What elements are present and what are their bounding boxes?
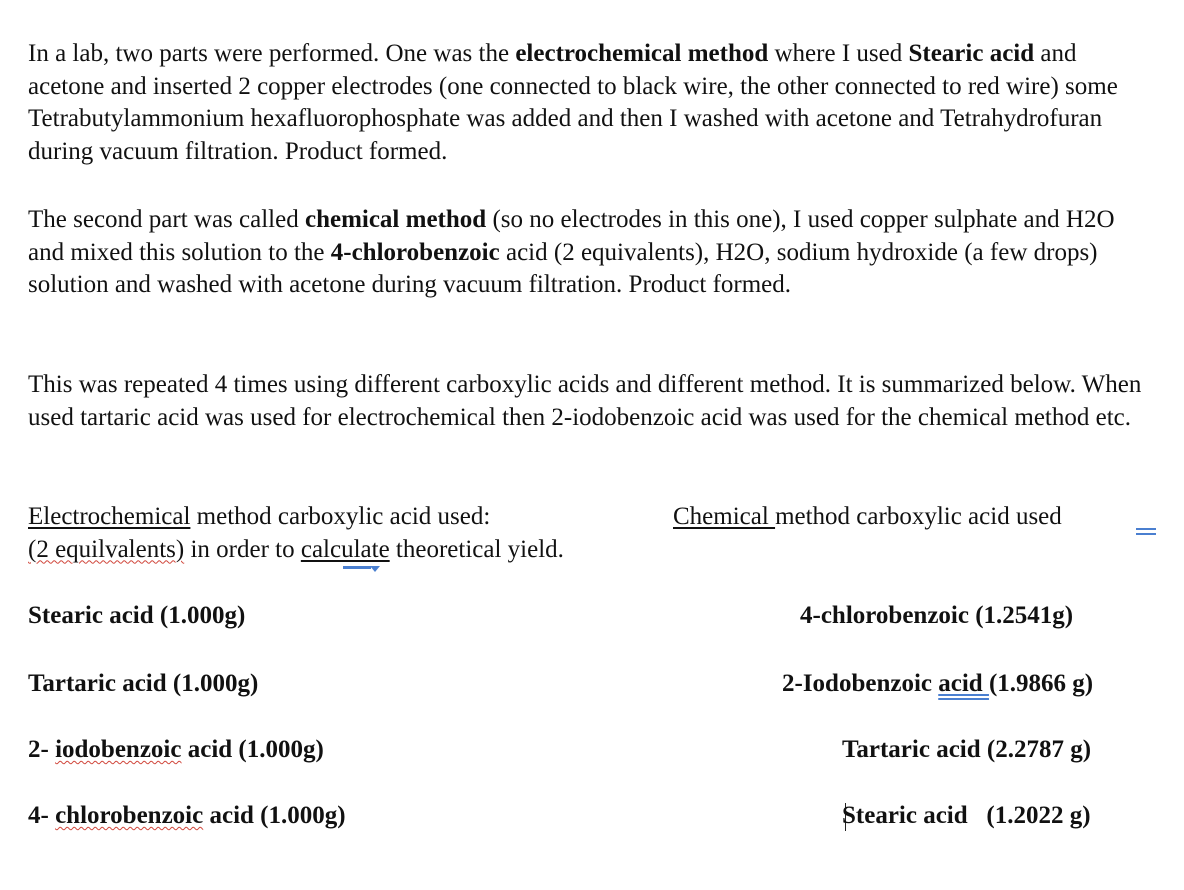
text-span: (so no electrodes in this one), I used copper sulphate and H2O and mixed this solution to the (28, 206, 1115, 266)
spellcheck-flagged-equivalents[interactable]: (2 equilvalents) (28, 535, 185, 563)
format-mark[interactable] (1136, 528, 1156, 530)
paragraph-electrochemical-intro (28, 38, 1148, 168)
text-span: The second part was called (28, 206, 305, 233)
text-span: acid (1.000g) (181, 736, 324, 763)
bold-term-electrochemical-method: electrochemical method (515, 40, 769, 67)
text-span: acid (2 equivalents), H2O, sodium hydroxide (a few drops) solution and washed with acetone during vacuum filtration. Product formed. (28, 238, 1098, 298)
left-row-tartaric: Tartaric acid (1.000g) (28, 670, 259, 697)
left-column-header (28, 501, 564, 566)
format-mark[interactable] (1136, 533, 1156, 535)
right-row-stearic: Stearic acid (1.2022 g) (842, 802, 1091, 829)
bold-term-chemical-method: chemical method (304, 206, 487, 233)
left-row-stearic: Stearic acid (1.000g) (28, 602, 246, 629)
underlined-chemical: Chemical (673, 503, 776, 530)
spellcheck-flagged-iodobenzoic[interactable]: iodobenzoic (55, 736, 182, 763)
left-row-chlorobenzoic (28, 800, 346, 832)
right-row-chlorobenzoic: 4-chlorobenzoic (1.2541g) (800, 602, 1074, 629)
text-span: and acetone and inserted 2 copper electrodes (one connected to black wire, the other connected to red wire) some Tetrabutylammonium hexafluorophosphate was added and then I washed with acetone and Tetrahydrofuran during vacuum filtration. Product formed. (28, 40, 1118, 165)
text-span: theoretical yield. (389, 535, 564, 563)
right-row-tartaric: Tartaric acid (2.2787 g) (842, 736, 1092, 763)
left-row-iodobenzoic (28, 734, 324, 766)
paragraph-summary: This was repeated 4 times using different carboxylic acids and different method. It is summarized below. When used tartaric acid was used for electrochemical then 2-iodobenzoic acid was used for the chemical method etc. (28, 371, 1142, 431)
bold-term-stearic-acid: Stearic acid (908, 40, 1035, 67)
text-span: In a lab, two parts were performed. One was the (28, 40, 516, 67)
text-span: in order to (184, 535, 301, 563)
underlined-electrochemical: Electrochemical (28, 503, 191, 530)
paragraph-chemical-method (28, 204, 1148, 302)
spellcheck-flagged-chlorobenzoic[interactable]: chlorobenzoic (55, 802, 204, 829)
bold-term-4-chlorobenzoic: 4-chlorobenzoic (330, 238, 500, 266)
grammar-dropdown-icon[interactable] (370, 566, 380, 572)
text-span: 2- (28, 736, 56, 763)
right-row-iodobenzoic (782, 668, 1093, 700)
text-span: 2-Iodobenzoic (782, 670, 939, 697)
text-span: (1.9866 g) (988, 670, 1094, 697)
text-span: 4- (28, 802, 56, 829)
underlined-calculate: calculate (300, 535, 390, 563)
right-column-header (673, 501, 1062, 534)
text-span: acid (1.000g) (203, 802, 346, 829)
text-span: method carboxylic acid used (775, 503, 1062, 530)
grammar-flagged-acid[interactable]: acid (938, 670, 989, 697)
text-span: method carboxylic acid used: (190, 503, 491, 530)
grammar-mark[interactable] (343, 566, 371, 569)
text-span: where I used (768, 40, 909, 67)
